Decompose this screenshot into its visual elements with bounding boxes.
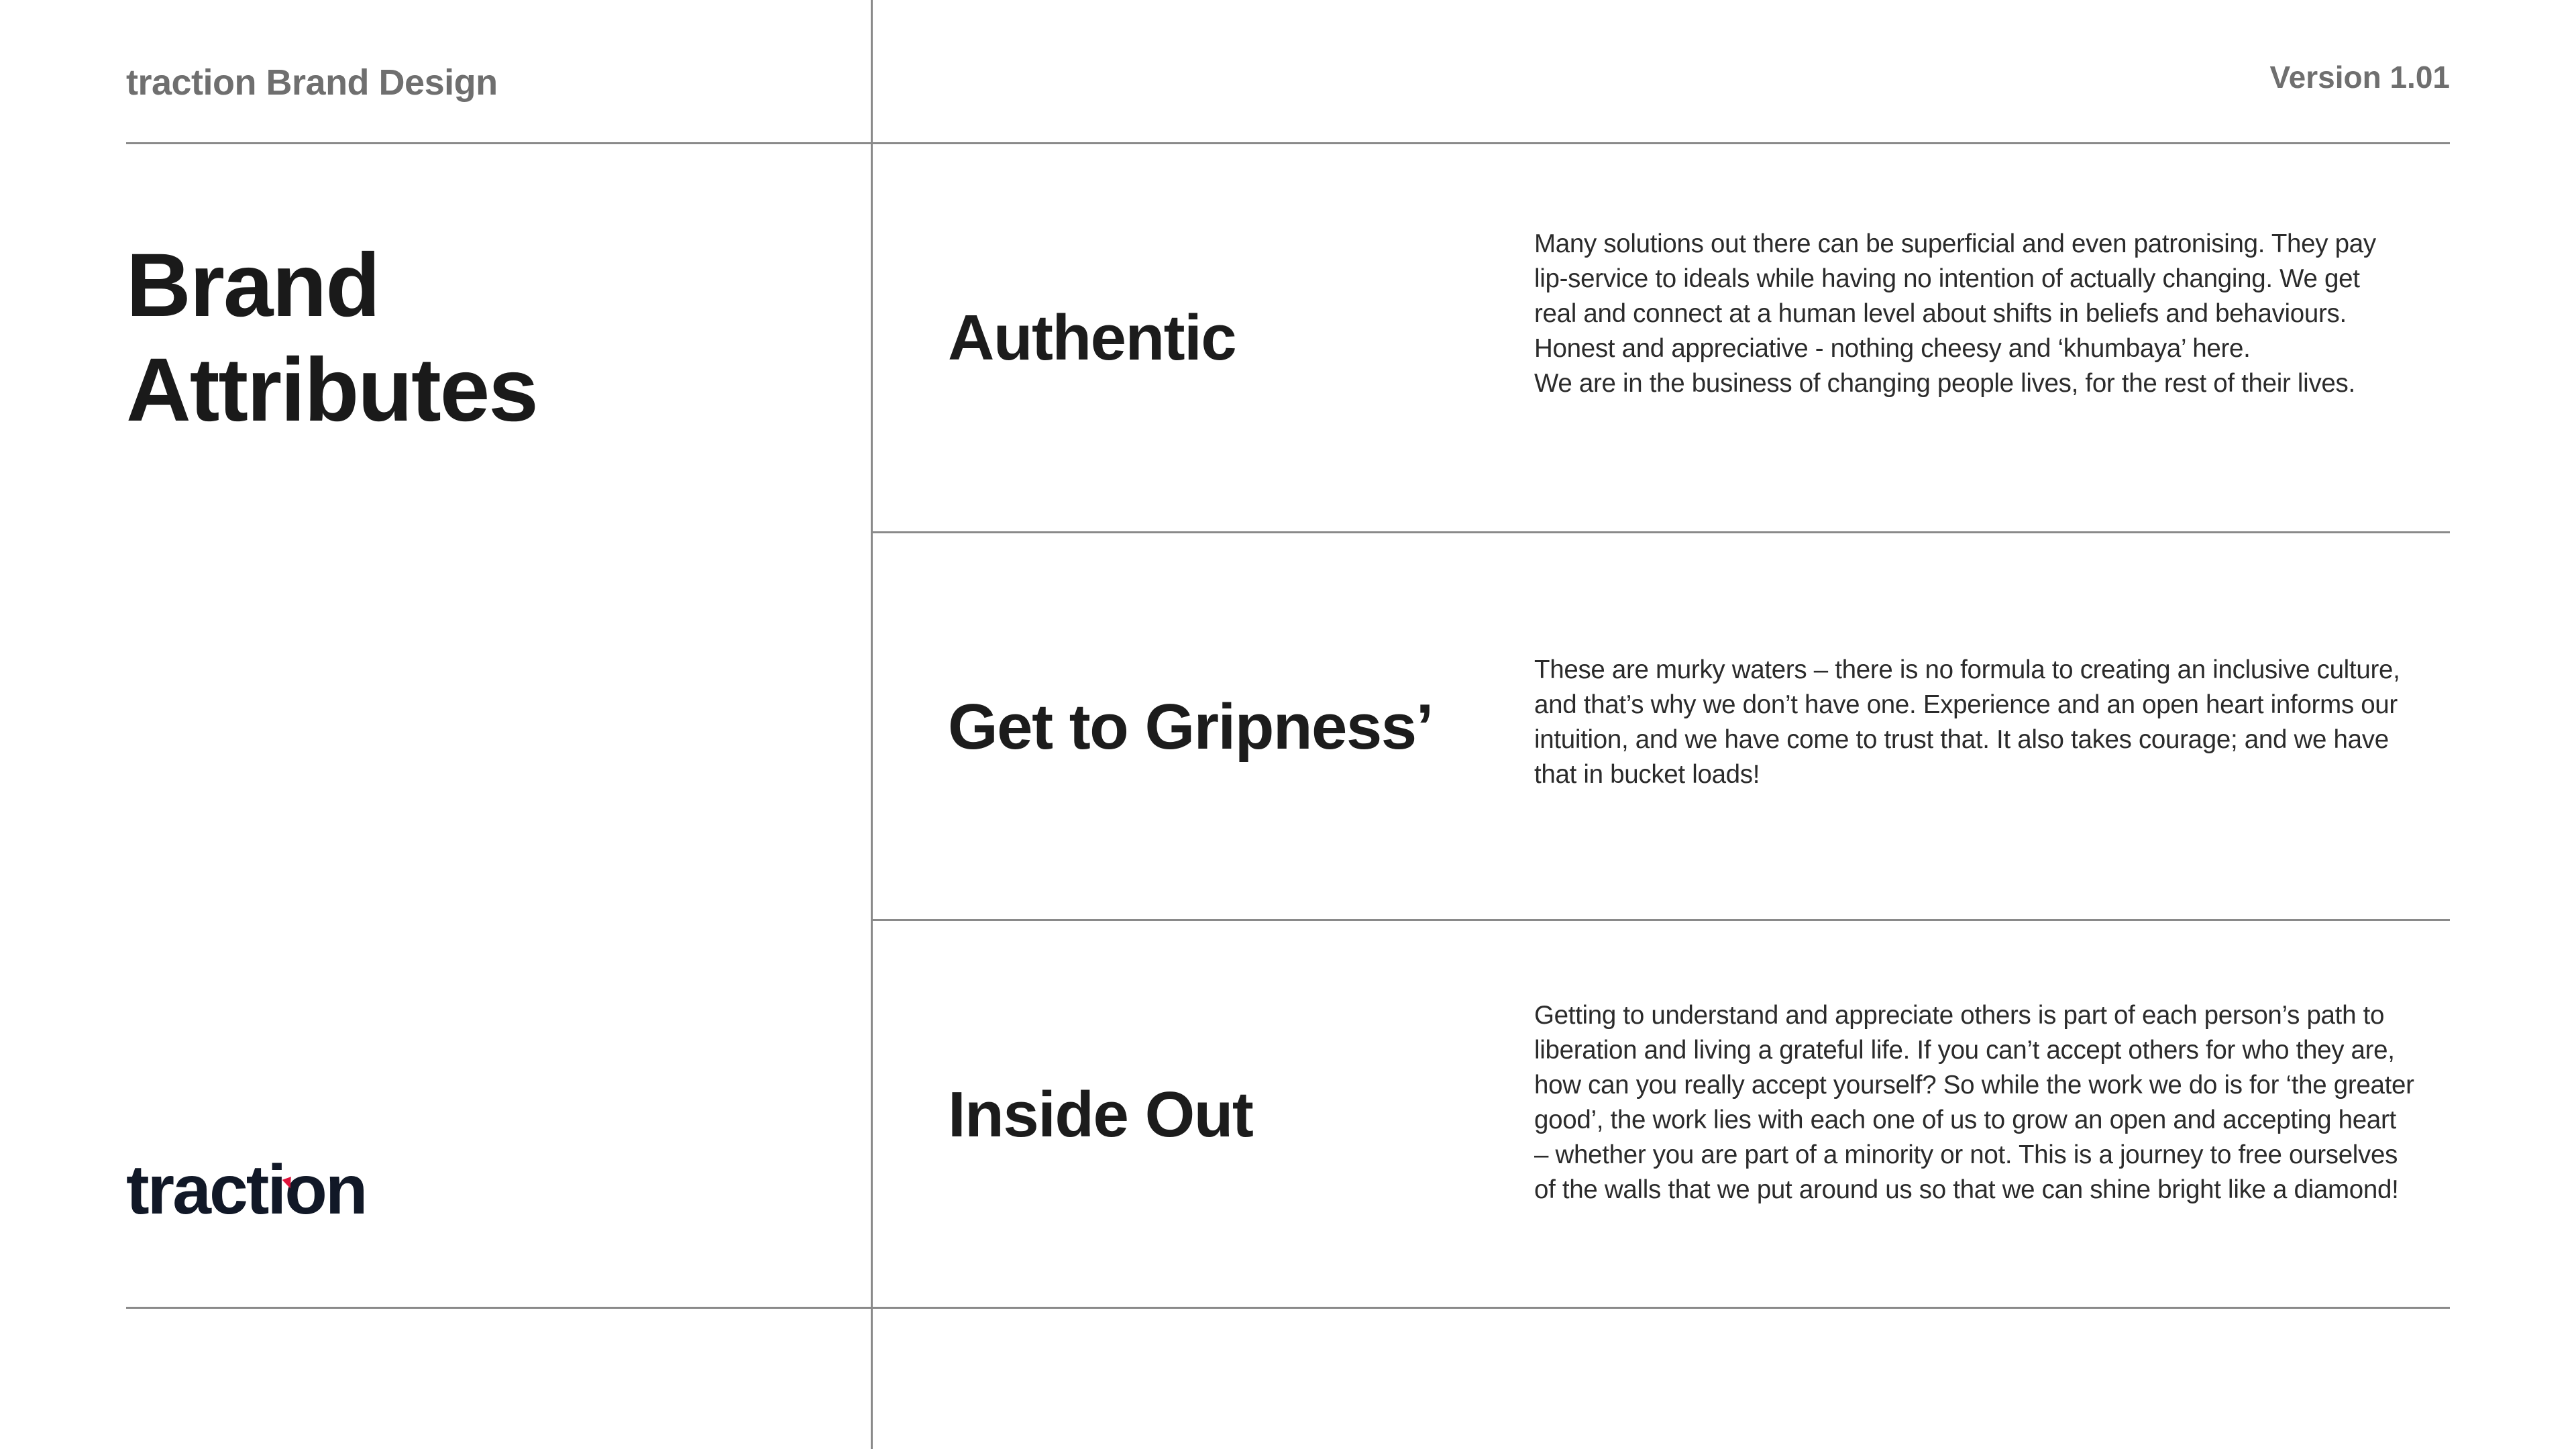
attribute-row (873, 533, 2450, 920)
page-title-line: Brand (126, 235, 380, 335)
attribute-description: Getting to understand and appreciate others is part of each person’s path to liberation and living a grateful life. If you can’t accept others for who they are, how can you really accept yourself? So while the work we do is for ‘the greater good’, the work lies with each one of us to grow an open and accepting heart – whether you are part of a minority or not. This is a journey to free ourselves of the walls that we put around us so that we can shine bright like a diamond! (1534, 1001, 2414, 1204)
attribute-description: Many solutions out there can be superficial and even patronising. They pay lip-service to ideals while having no intention of actually changing. We get real and connect at a human level about shifts in beliefs and behaviours. Honest and appreciative - nothing cheesy and ‘khumbaya’ here. We are in the business of changing people lives, for the rest of their lives. (1534, 229, 2376, 398)
attribute-name: Authentic (948, 301, 1236, 374)
traction-logo: traction (126, 1151, 366, 1229)
attribute-description: These are murky waters – there is no formula to creating an inclusive culture, and that’s why we don’t have one. Experience and an open heart informs our intuition, and we have come to trust that. It also takes courage; and we have that in bucket loads! (1534, 655, 2400, 789)
attribute-row (873, 144, 2450, 531)
attribute-name: Inside Out (948, 1078, 1253, 1150)
document-title: traction Brand Design (126, 62, 498, 103)
page-title (126, 233, 537, 443)
version-label: Version 1.01 (2269, 60, 2450, 95)
attribute-row (873, 921, 2450, 1308)
attribute-name: Get to Gripness’ (948, 690, 1433, 763)
page-title-line: Attributes (126, 340, 537, 440)
